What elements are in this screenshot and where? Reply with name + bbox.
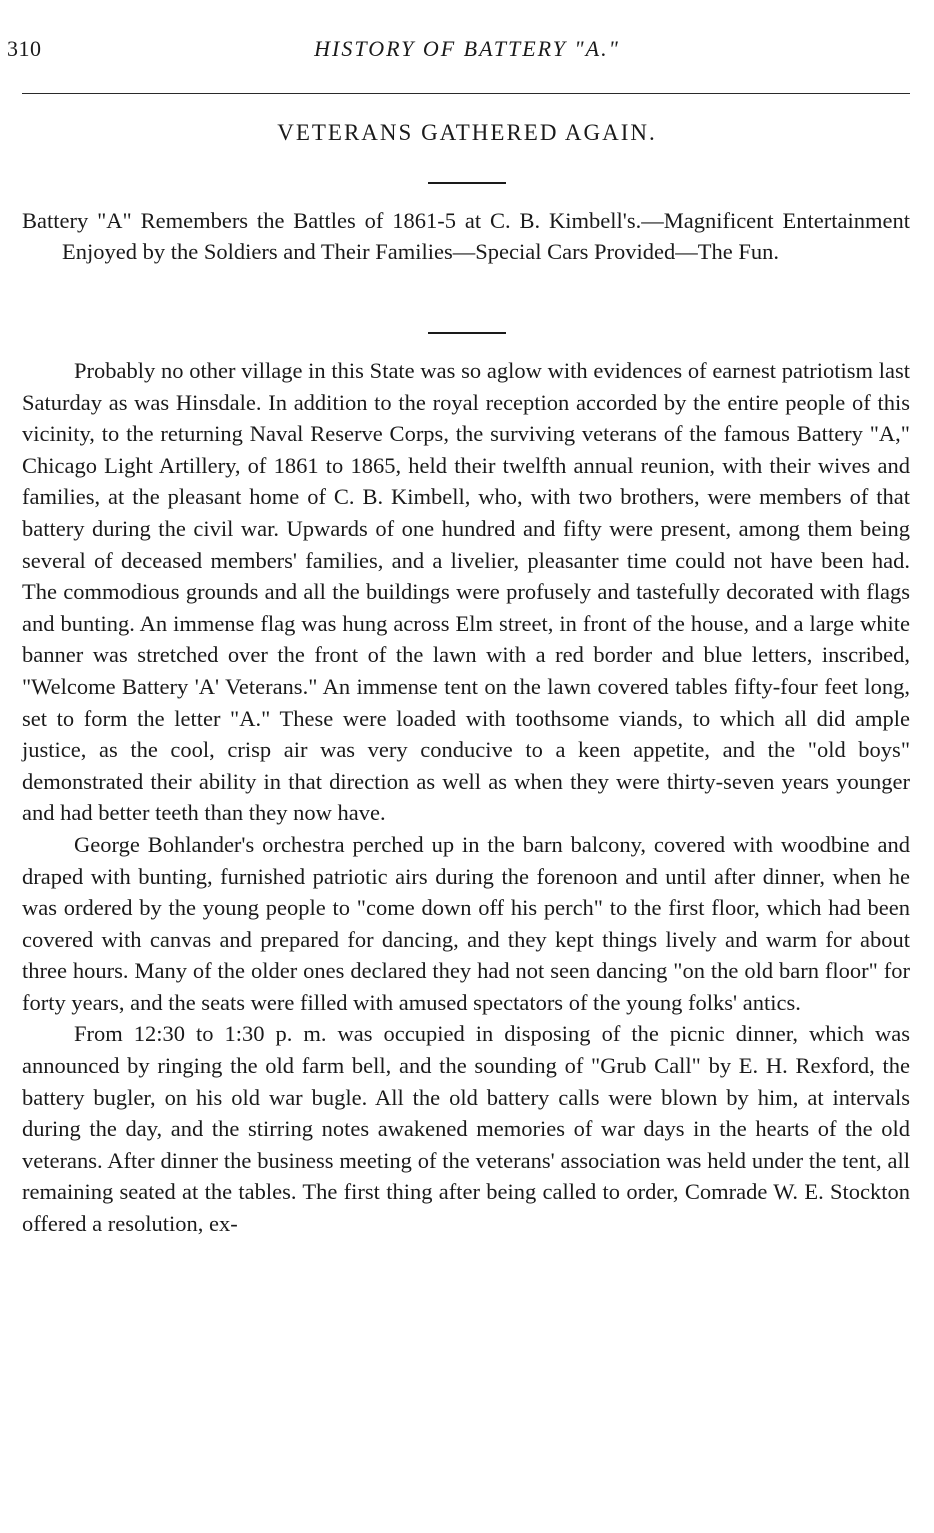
running-title: HISTORY OF BATTERY "A." — [314, 36, 620, 61]
page-number: 310 — [7, 36, 42, 61]
body-paragraph: From 12:30 to 1:30 p. m. was occupied in disposing of the picnic dinner, which was announced by ringing the old farm bell, and the sounding of "Grub Call" by E. H. Rexford, the battery bugler, on his old war bugle. All the old battery calls were blown by him, at intervals during the day, and the stirring notes awakened memories of war days in the hearts of the old veterans. After dinner the business meeting of the veterans' association was held under the tent, all remaining seated at the tables. The first thing after being called to order, Comrade W. E. Stockton offered a resolution, ex- — [22, 1021, 910, 1237]
body-paragraph: Probably no other village in this State was so aglow with evidences of earnest patriotism last Saturday as was Hinsdale. In addition to the royal reception accorded by the entire people of this vicinity, to the returning Naval Reserve Corps, the surviving veterans of the famous Battery "A," Chicago Light Artillery, of 1861 to 1865, held their twelfth annual reunion, with their wives and families, at the pleasant home of C. B. Kimbell, who, with two brothers, were members of that battery during the civil war. Upwards of one hundred and fifty were present, among them being several of deceased members' families, and a livelier, pleasanter time could not have been had. The commodious grounds and all the buildings were profusely and tastefully decorated with flags and bunting. An immense flag was hung across Elm street, in front of the house, and a large white banner was stretched over the front of the lawn with a red border and blue letters, inscribed, "Welcome Battery 'A' Veterans." An immense tent on the lawn covered tables fifty-four feet long, set to form the letter "A." These were loaded with toothsome viands, to which all did ample justice, as the cool, crisp air was very conducive to a keen appetite, and the "old boys" demonstrated their ability in that direction as well as when they were thirty-seven years younger and had better teeth than they now have. — [22, 358, 910, 826]
article-title: VETERANS GATHERED AGAIN. — [277, 120, 657, 145]
subtitle-divider — [428, 332, 506, 334]
article-subtitle: Battery "A" Remembers the Battles of 1861-5 at C. B. Kimbell's.—Magnificent Entertainment Enjoyed by the Soldiers and Their Families—Special Cars Provided—The Fun. — [22, 208, 910, 264]
header-divider — [22, 93, 910, 94]
article-body — [22, 355, 910, 1240]
body-paragraph: George Bohlander's orchestra perched up in the barn balcony, covered with woodbine and draped with bunting, furnished patriotic airs during the forenoon and until after dinner, when he was ordered by the young people to "come down off his perch" to the first floor, which had been covered with canvas and prepared for dancing, and they kept things lively and warm for about three hours. Many of the older ones declared they had not seen dancing "on the old barn floor" for forty years, and the seats were filled with amused spectators of the young folks' antics. — [22, 831, 910, 1015]
title-divider — [428, 182, 506, 184]
